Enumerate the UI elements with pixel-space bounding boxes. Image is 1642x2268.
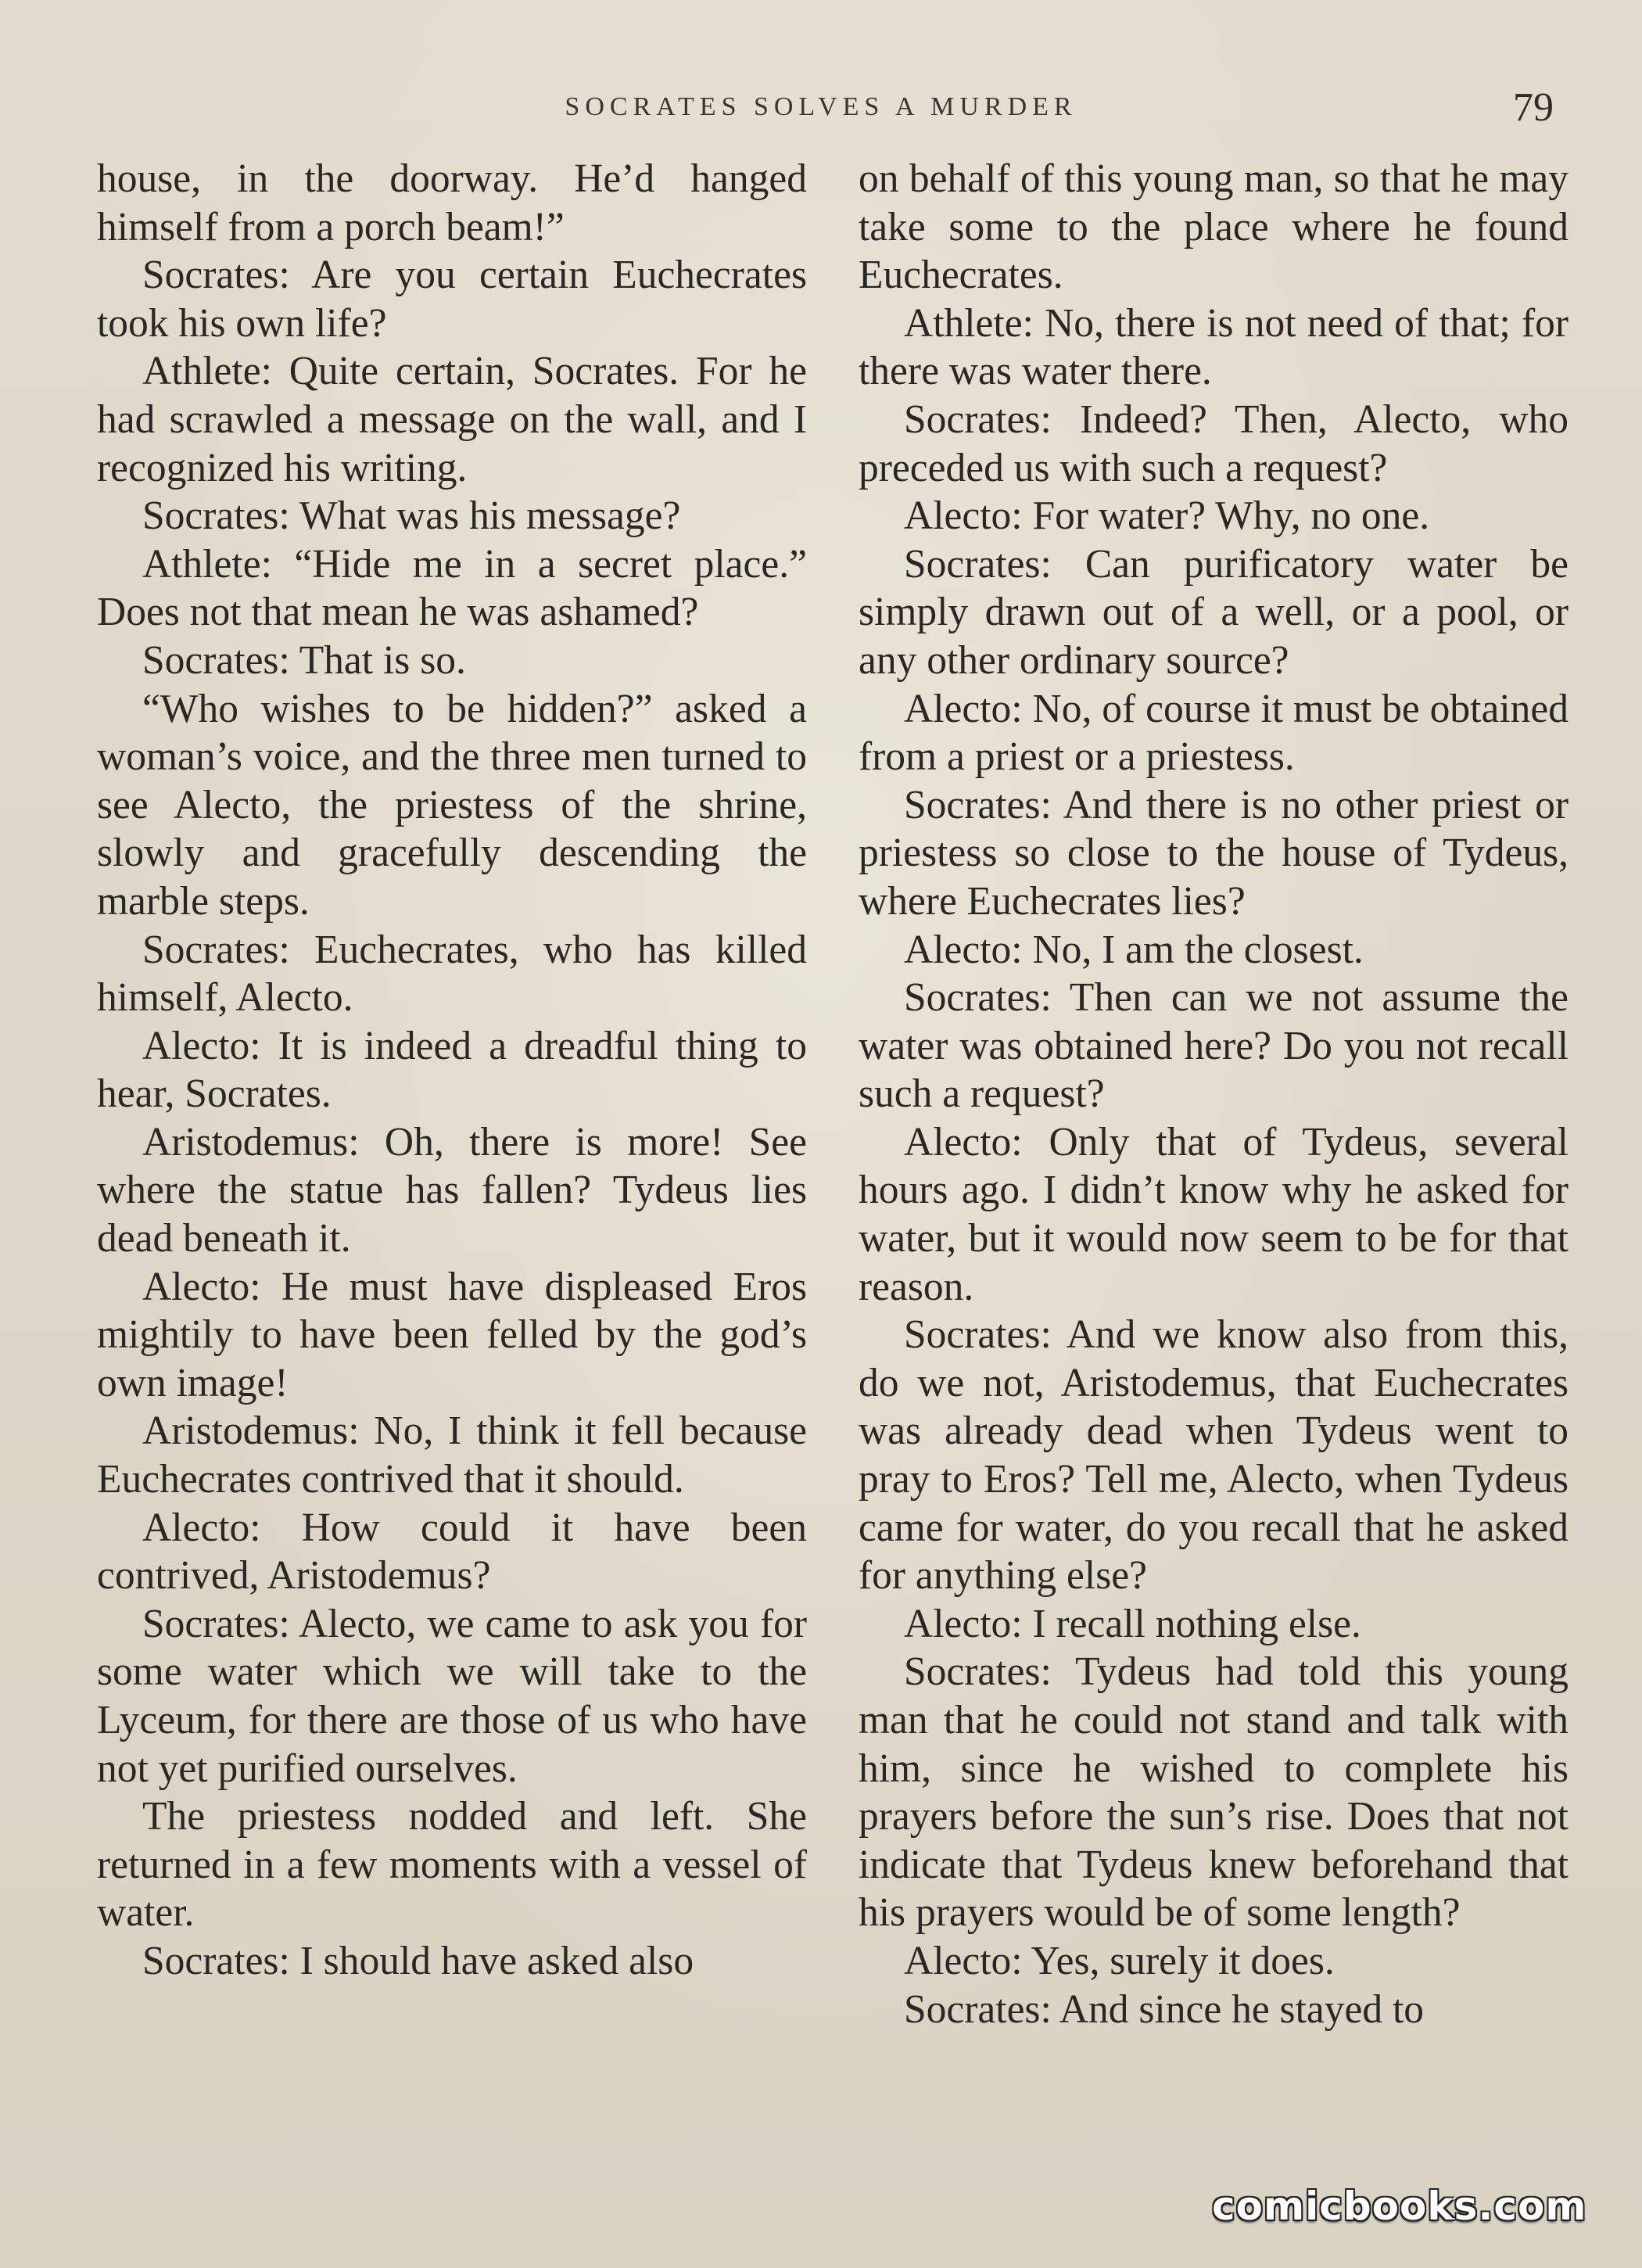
- left-text-column: [97, 155, 807, 2157]
- paragraph: Socrates: What was his message?: [142, 493, 681, 539]
- paragraph: Alecto: How could it have been contrived, Aristodemus?: [97, 1505, 807, 1599]
- paragraph: Alecto: Yes, surely it does.: [904, 1938, 1335, 1983]
- paragraph: Alecto: No, of course it must be obtained from a priest or a priestess.: [859, 686, 1569, 780]
- paragraph: Socrates: That is so.: [142, 637, 466, 683]
- paragraph: Socrates: I should have asked also: [142, 1938, 694, 1983]
- paragraph: Socrates: Euchecrates, who has killed himself, Alecto.: [97, 927, 807, 1021]
- watermark-logo: comicbooks.com: [1212, 2184, 1587, 2229]
- paragraph: Alecto: Only that of Tydeus, several hours ago. I didn’t know why he asked for water, but it would now seem to be for that reason.: [859, 1119, 1569, 1309]
- paragraph: “Who wishes to be hidden?” asked a woman’s voice, and the three men turned to see Alecto, the priestess of the shrine, slowly and gracefully descending the marble steps.: [97, 686, 807, 924]
- paragraph: Alecto: I recall nothing else.: [904, 1601, 1361, 1646]
- paragraph: Socrates: Are you certain Euchecrates took his own life?: [97, 253, 807, 346]
- page-number: 79: [1513, 85, 1554, 130]
- paragraph: Socrates: Tydeus had told this young man that he could not stand and talk with him, since he wished to complete his prayers before the sun’s rise. Does that not indicate that Tydeus knew beforehand that his prayers would be of some length?: [859, 1649, 1569, 1936]
- paragraph: Alecto: He must have displeased Eros mightily to have been felled by the god’s own image!: [97, 1264, 807, 1405]
- paragraph: Socrates: And we know also from this, do we not, Aristodemus, that Euchecrates was already dead when Tydeus went to pray to Eros? Tell me, Alecto, when Tydeus came for water, do you recall that he asked for anything else?: [859, 1312, 1569, 1599]
- paragraph: Socrates: Can purificatory water be simply drawn out of a well, or a pool, or any other ordinary source?: [859, 541, 1569, 683]
- paragraph: Alecto: It is indeed a dreadful thing to hear, Socrates.: [97, 1023, 807, 1117]
- paragraph: Athlete: No, there is not need of that; for there was water there.: [859, 300, 1569, 394]
- right-text-column: [859, 155, 1569, 2157]
- paragraph: Socrates: Indeed? Then, Alecto, who preceded us with such a request?: [859, 397, 1569, 490]
- paragraph: Socrates: Then can we not assume the water was obtained here? Do you not recall such a request?: [859, 975, 1569, 1117]
- paragraph: The priestess nodded and left. She returned in a few moments with a vessel of water.: [97, 1794, 807, 1936]
- paragraph: Athlete: Quite certain, Socrates. For he had scrawled a message on the wall, and I recognized his writing.: [97, 349, 807, 490]
- paragraph: Socrates: Alecto, we came to ask you for some water which we will take to the Lyceum, for there are those of us who have not yet purified ourselves.: [97, 1601, 807, 1791]
- paragraph: Athlete: “Hide me in a secret place.” Does not that mean he was ashamed?: [97, 541, 807, 635]
- paragraph: on behalf of this young man, so that he may take some to the place where he found Euchecrates.: [859, 156, 1569, 298]
- paragraph: Alecto: No, I am the closest.: [904, 927, 1364, 972]
- paragraph: Aristodemus: Oh, there is more! See where the statue has fallen? Tydeus lies dead beneath it.: [97, 1119, 807, 1261]
- running-title: SOCRATES SOLVES A MURDER: [565, 92, 1077, 121]
- paragraph: Socrates: And there is no other priest or priestess so close to the house of Tydeus, where Euchecrates lies?: [859, 782, 1569, 924]
- paragraph: house, in the doorway. He’d hanged himself from a porch beam!”: [97, 156, 807, 249]
- paragraph: Alecto: For water? Why, no one.: [904, 493, 1430, 539]
- paragraph: Aristodemus: No, I think it fell because Euchecrates contrived that it should.: [97, 1409, 807, 1502]
- paragraph: Socrates: And since he stayed to: [904, 1986, 1425, 2032]
